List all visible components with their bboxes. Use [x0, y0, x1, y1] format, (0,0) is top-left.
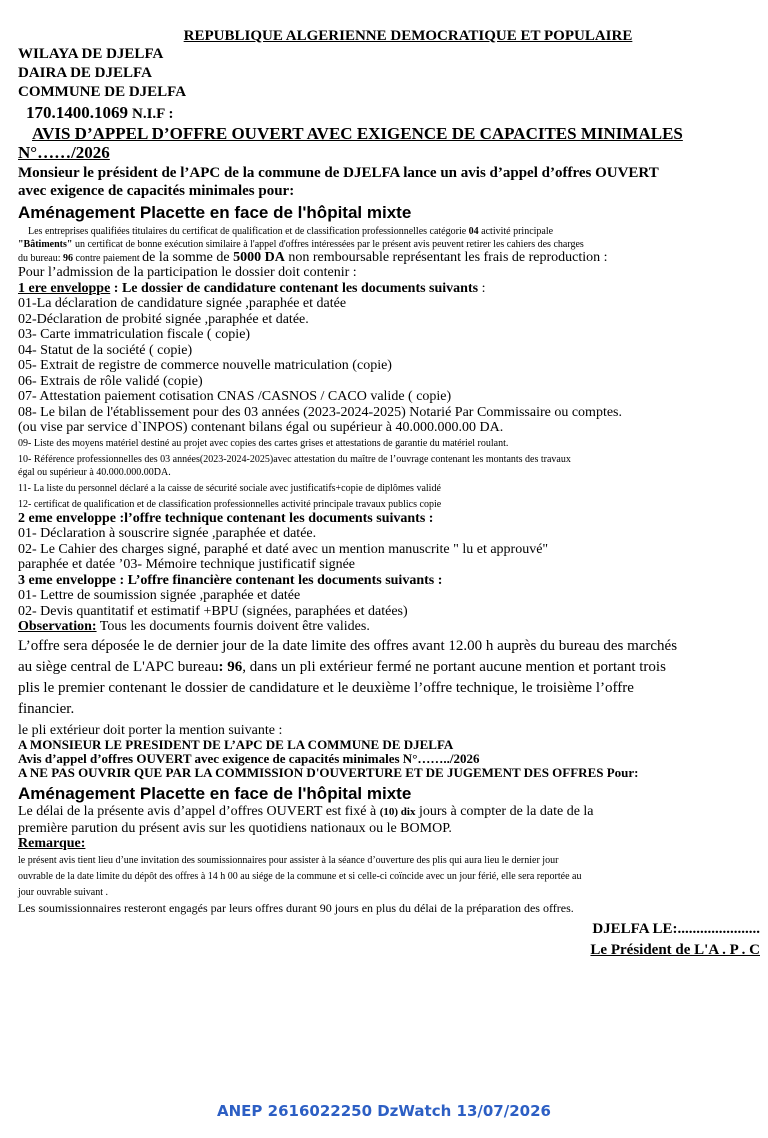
- list-item: (ou vise par service d`INPOS) contenant bilans égal ou supérieur à 40.000.000.00 DA.: [18, 420, 504, 435]
- list-item: 05- Extrait de registre de commerce nouvelle matriculation (copie): [18, 358, 392, 373]
- admission-line: Pour l’admission de la participation le dossier doit contenir :: [18, 265, 357, 280]
- observation-label: Observation:: [18, 619, 97, 634]
- envelope-2-heading: 2 eme enveloppe :l’offre technique contenant les documents suivants :: [18, 510, 434, 526]
- list-item: 12- certificat de qualification et de classification professionnelles activité principale travaux publics copie: [18, 498, 442, 510]
- remarque-line: le présent avis tient lieu d’une invitation des soumissionnaires pour assister à la séance d’ouverture des plis qui aura lieu le dernier jour: [18, 854, 559, 866]
- list-item: 01- Déclaration à souscrire signée ,paraphée et datée.: [18, 526, 317, 541]
- list-item: 06- Extrais de rôle validé (copie): [18, 373, 203, 389]
- avis-number: N°……/2026: [18, 143, 110, 162]
- commune-line: COMMUNE DE DJELFA: [18, 84, 187, 100]
- list-item: 10- Référence professionnelles des 03 années(2023-2024-2025)avec attestation du maître de l’ouvrage contenant les montants des travaux: [18, 453, 571, 465]
- depot-text: , dans un pli extérieur fermé ne portant aucune mention et portant trois: [242, 658, 666, 675]
- fee-amount: 5000 DA: [233, 250, 285, 265]
- observation-line: [18, 619, 760, 635]
- pli-line: A NE PAS OUVRIR QUE PAR LA COMMISSION D'OUVERTURE ET DE JUGEMENT DES OFFRES Pour:: [18, 765, 639, 780]
- pli-intro: le pli extérieur doit porter la mention suivante :: [18, 722, 283, 738]
- remarque-line: ouvrable de la date limite du dépôt des offres à 14 h 00 au siége de la commune et si celle-ci coïncide avec un jour férié, elle sera reportée au: [18, 870, 582, 882]
- envelope-2-list: [18, 526, 760, 573]
- envelope-1-label: 1 ere enveloppe: [18, 280, 111, 296]
- list-item: 04- Statut de la société ( copie): [18, 342, 193, 358]
- qualification-category: 04: [468, 226, 479, 237]
- qualification-text: non remboursable représentant les frais de reproduction :: [284, 250, 608, 265]
- avis-title: AVIS D’APPEL D’OFFRE OUVERT AVEC EXIGENCE DE CAPACITES MINIMALES: [32, 124, 683, 143]
- list-item: 11- La liste du personnel déclaré a la caisse de sécurité sociale avec justificatifs+copie de diplômes validé: [18, 482, 441, 494]
- qualification-text: de la somme de: [142, 250, 234, 265]
- intro-line: avec exigence de capacités minimales pour:: [18, 183, 295, 199]
- document-body: [18, 28, 760, 959]
- delai-text: jours à compter de la date de la: [415, 804, 594, 819]
- list-item: égal ou supérieur à 40.000.000.00DA.: [18, 466, 171, 478]
- envelope-1-small-list: [18, 437, 760, 511]
- pli-line: A MONSIEUR LE PRESIDENT DE L’APC DE LA COMMUNE DE DJELFA: [18, 737, 454, 752]
- qualification-text: un certificat de bonne exécution similaire à l'appel d'offres intéressées par le présent avis peuvent retirer les cahiers des charges: [72, 239, 584, 250]
- envelope-1-heading: [18, 281, 760, 297]
- nif-label: N.I.F :: [132, 106, 174, 122]
- qualification-text: activité principale: [478, 226, 554, 237]
- envelope-1-list: [18, 296, 760, 436]
- signature-place-date: DJELFA LE:......................: [592, 920, 760, 937]
- list-item: 07- Attestation paiement cotisation CNAS /CASNOS / CACO valide ( copie): [18, 389, 452, 404]
- pli-mention: [18, 738, 760, 780]
- delai-line: [18, 804, 760, 821]
- signature-title: Le Président de L'A . P . C: [590, 941, 760, 958]
- engagement-line: Les soumissionnaires resteront engagés par leurs offres durant 90 jours en plus du délai de la préparation des offres.: [18, 900, 574, 915]
- daira-line: DAIRA DE DJELFA: [18, 65, 152, 81]
- wilaya-line: WILAYA DE DJELFA: [18, 46, 164, 62]
- depot-bureau: : 96: [218, 658, 243, 675]
- project-title: Aménagement Placette en face de l'hôpital mixte: [18, 203, 412, 222]
- intro-line: Monsieur le président de l’APC de la commune de DJELFA lance un avis d’appel d’offres OUVERT: [18, 165, 659, 181]
- envelope-3-heading: 3 eme enveloppe : L’offre financière contenant les documents suivants :: [18, 572, 443, 588]
- delai-paragraph: [18, 804, 760, 836]
- envelope-1-colon: :: [478, 280, 486, 296]
- depot-line: plis le premier contenant le dossier de candidature et le deuxième l’offre technique, le troisième l’offre: [18, 679, 634, 696]
- remarque-line: jour ouvrable suivant .: [18, 886, 108, 898]
- nif-number: 170.1400.1069: [26, 103, 128, 122]
- qualification-text: contre paiement: [73, 253, 143, 264]
- list-item: 09- Liste des moyens matériel destiné au projet avec copies des cartes grises et attestations de garantie du matériel roulant.: [18, 437, 509, 449]
- depot-line: [18, 657, 760, 678]
- observation-text: Tous les documents fournis doivent être valides.: [96, 619, 370, 634]
- project-title-repeat: Aménagement Placette en face de l'hôpital mixte: [18, 784, 412, 803]
- intro-paragraph: [18, 165, 760, 199]
- qualification-line: [18, 225, 760, 238]
- delai-line: première parution du présent avis sur les quotidiens nationaux ou le BOMOP.: [18, 820, 452, 836]
- bureau-number: 96: [63, 253, 73, 264]
- list-item: 02- Devis quantitatif et estimatif +BPU (signées, paraphées et datées): [18, 603, 408, 619]
- depot-paragraph: [18, 636, 760, 720]
- envelope-3-list: [18, 588, 760, 619]
- nif-line: [26, 103, 760, 123]
- qualification-line: [18, 251, 760, 265]
- list-item: 08- Le bilan de l'établissement pour des 03 années (2023-2024-2025) Notarié Par Commissaire ou comptes.: [18, 404, 622, 420]
- qualification-paragraph: [18, 225, 760, 265]
- publication-footer: ANEP 2616022250 DzWatch 13/07/2026: [217, 1102, 551, 1120]
- list-item: 03- Carte immatriculation fiscale ( copie): [18, 327, 251, 342]
- delai-text: Le délai de la présente avis d’appel d’offres OUVERT est fixé à: [18, 804, 380, 819]
- depot-text: au siège central de L'APC bureau: [18, 658, 219, 675]
- qualification-text: Les entreprises qualifiées titulaires du certificat de qualification et de classification professionnelles catégorie: [28, 226, 469, 237]
- republic-heading: REPUBLIQUE ALGERIENNE DEMOCRATIQUE ET POPULAIRE: [183, 28, 633, 44]
- list-item: 01- Lettre de soumission signée ,paraphée et datée: [18, 588, 301, 603]
- delai-days: (10) dix: [379, 806, 416, 818]
- pli-line: Avis d’appel d’offres OUVERT avec exigence de capacités minimales N°……../2026: [18, 751, 480, 766]
- list-item: paraphée et datée ’03- Mémoire technique justificatif signée: [18, 557, 356, 572]
- depot-line: L’offre sera déposée le de dernier jour de la date limite des offres avant 12.00 h auprès du bureau des marchés: [18, 637, 678, 654]
- qualification-text: du bureau:: [18, 253, 63, 264]
- remarque-text: [18, 854, 760, 899]
- envelope-1-title: : Le dossier de candidature contenant les documents suivants: [110, 280, 479, 296]
- remarque-label: Remarque:: [18, 836, 86, 851]
- list-item: 02-Déclaration de probité signée ,paraphée et datée.: [18, 311, 309, 327]
- depot-line: financier.: [18, 700, 75, 717]
- list-item: 02- Le Cahier des charges signé, paraphé et daté avec un mention manuscrite " lu et approuvé": [18, 541, 549, 557]
- list-item: 01-La déclaration de candidature signée ,paraphée et datée: [18, 296, 347, 311]
- qualification-activity: "Bâtiments": [18, 239, 73, 250]
